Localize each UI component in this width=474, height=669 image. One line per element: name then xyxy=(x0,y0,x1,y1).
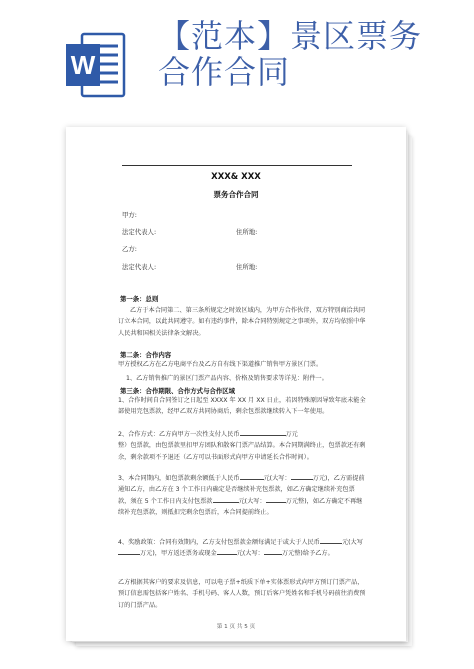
banner xyxy=(0,0,474,118)
page-number: 第 1 页 共 5 页 xyxy=(216,624,256,630)
banner-title-line2: 合作合同 xyxy=(158,53,291,91)
article-3-item-4 xyxy=(118,537,366,560)
item-4-text-a: 4、奖励政策：合同有效期内，乙方支付包票款金额每满足于或大于人民币 xyxy=(118,539,320,546)
article-2-item-1: 1、乙方销售推广的景区门票产品内容、价格及销售要求等详见：附件一。 xyxy=(126,375,328,382)
party-b-label: 乙方: xyxy=(122,245,137,253)
amount-blank xyxy=(291,479,313,480)
amount-blank xyxy=(118,554,140,555)
address-label-a: 住所地: xyxy=(236,228,258,236)
article-3-item-3 xyxy=(118,473,366,519)
article-2-body: 甲方授权乙方在乙方电商平台及乙方自有线下渠道推广销售甲方景区门票。 xyxy=(118,361,323,368)
document-title: 票务合作合同 xyxy=(213,190,259,199)
item-4-text-e: 万元整)给予乙方。 xyxy=(281,550,334,558)
address-label-b: 住所地: xyxy=(236,263,258,271)
article-3-title: 第三条：合作期限、合作方式与合作区域 xyxy=(120,387,236,395)
banner-title-line1: 【范本】景区票务 xyxy=(158,17,423,55)
item-3-text-a: 3、本合同期内，如包票款剩余额低于人民币 xyxy=(118,475,240,482)
item-4-text-c: 万元)，甲方返还票务或现金 xyxy=(140,550,217,558)
header-rule xyxy=(122,165,352,166)
amount-blank xyxy=(320,543,342,544)
document-page xyxy=(66,127,406,641)
item-2-text-a: 2、合作方式：乙方向甲方一次性支付人民币 xyxy=(118,431,240,438)
item-2-text-c: 整）包票款，由包票款里扣甲方团队和散客门票产品结算。本合同期满终止，包票款还有剩余，剩余款项不予退还（乙方可以书面形式向甲方申请延长合作时间）。 xyxy=(118,442,366,461)
item-3-text-d: 元(大写： xyxy=(238,497,266,505)
amount-blank xyxy=(217,554,237,555)
article-3-item-5: 乙方根据其客户的要求及信息，可以电子票+纸质下单+实体票形式向甲方预订门票产品，预订信息需包括客户姓名、手机号码、客人人数，预订后客户凭姓名和手机号码前往消费预订的门票产品。 xyxy=(118,579,366,609)
item-2-text-b: 万元 xyxy=(285,431,298,438)
item-3-text-c: 万元)，乙方需提前通知乙方，由乙方在 3 个工作日内确定是否继续补充包票款，如乙方确定继续补充包票款，须在 5 个工作日内支付包票款 xyxy=(118,475,365,505)
document-header: XXX& XXX xyxy=(211,172,261,182)
article-3-item-2 xyxy=(118,429,366,463)
item-3-text-b: 元(大写： xyxy=(263,475,291,482)
item-4-text-b: 元(大写 xyxy=(341,539,363,546)
legal-rep-label-a: 法定代表人: xyxy=(122,228,157,236)
article-2-title: 第二条：合作内容 xyxy=(120,351,172,359)
word-logo-letter: W xyxy=(70,50,96,80)
article-1-body: 乙方于本合同第二、第三条所规定之时效区域内，为甲方合作伙伴，双方特别商洽共同订立本合同，以此共同遵守。如有违约事件，除本合同特别规定之事项外，双方均依照中华人民共和国相关法律条文解决。 xyxy=(118,307,366,337)
amount-blank xyxy=(240,435,286,436)
party-a-label: 甲方: xyxy=(122,211,137,219)
item-3-text-e: 万元整)，如乙方确定不再继续补充包票款，则抵扣完剩余包票后，本合同提前终止。 xyxy=(118,497,363,517)
amount-blank xyxy=(264,554,282,555)
amount-blank xyxy=(213,502,239,503)
banner-title xyxy=(158,18,458,90)
amount-blank xyxy=(240,479,264,480)
word-document-icon xyxy=(64,30,126,100)
legal-rep-label-b: 法定代表人: xyxy=(122,263,157,271)
article-3-item-1: 1、合作时间自合同签订之日起至 XXXX 年 XX 月 XX 日止，若因特殊原因导致年底未能全部使用完包票款，经甲乙双方共同协商后，剩余包票款继续转入下一年使用。 xyxy=(118,397,366,416)
amount-blank xyxy=(266,502,286,503)
item-4-text-d: 元(大写： xyxy=(236,550,264,558)
article-1-title: 第一条：总则 xyxy=(120,295,159,303)
